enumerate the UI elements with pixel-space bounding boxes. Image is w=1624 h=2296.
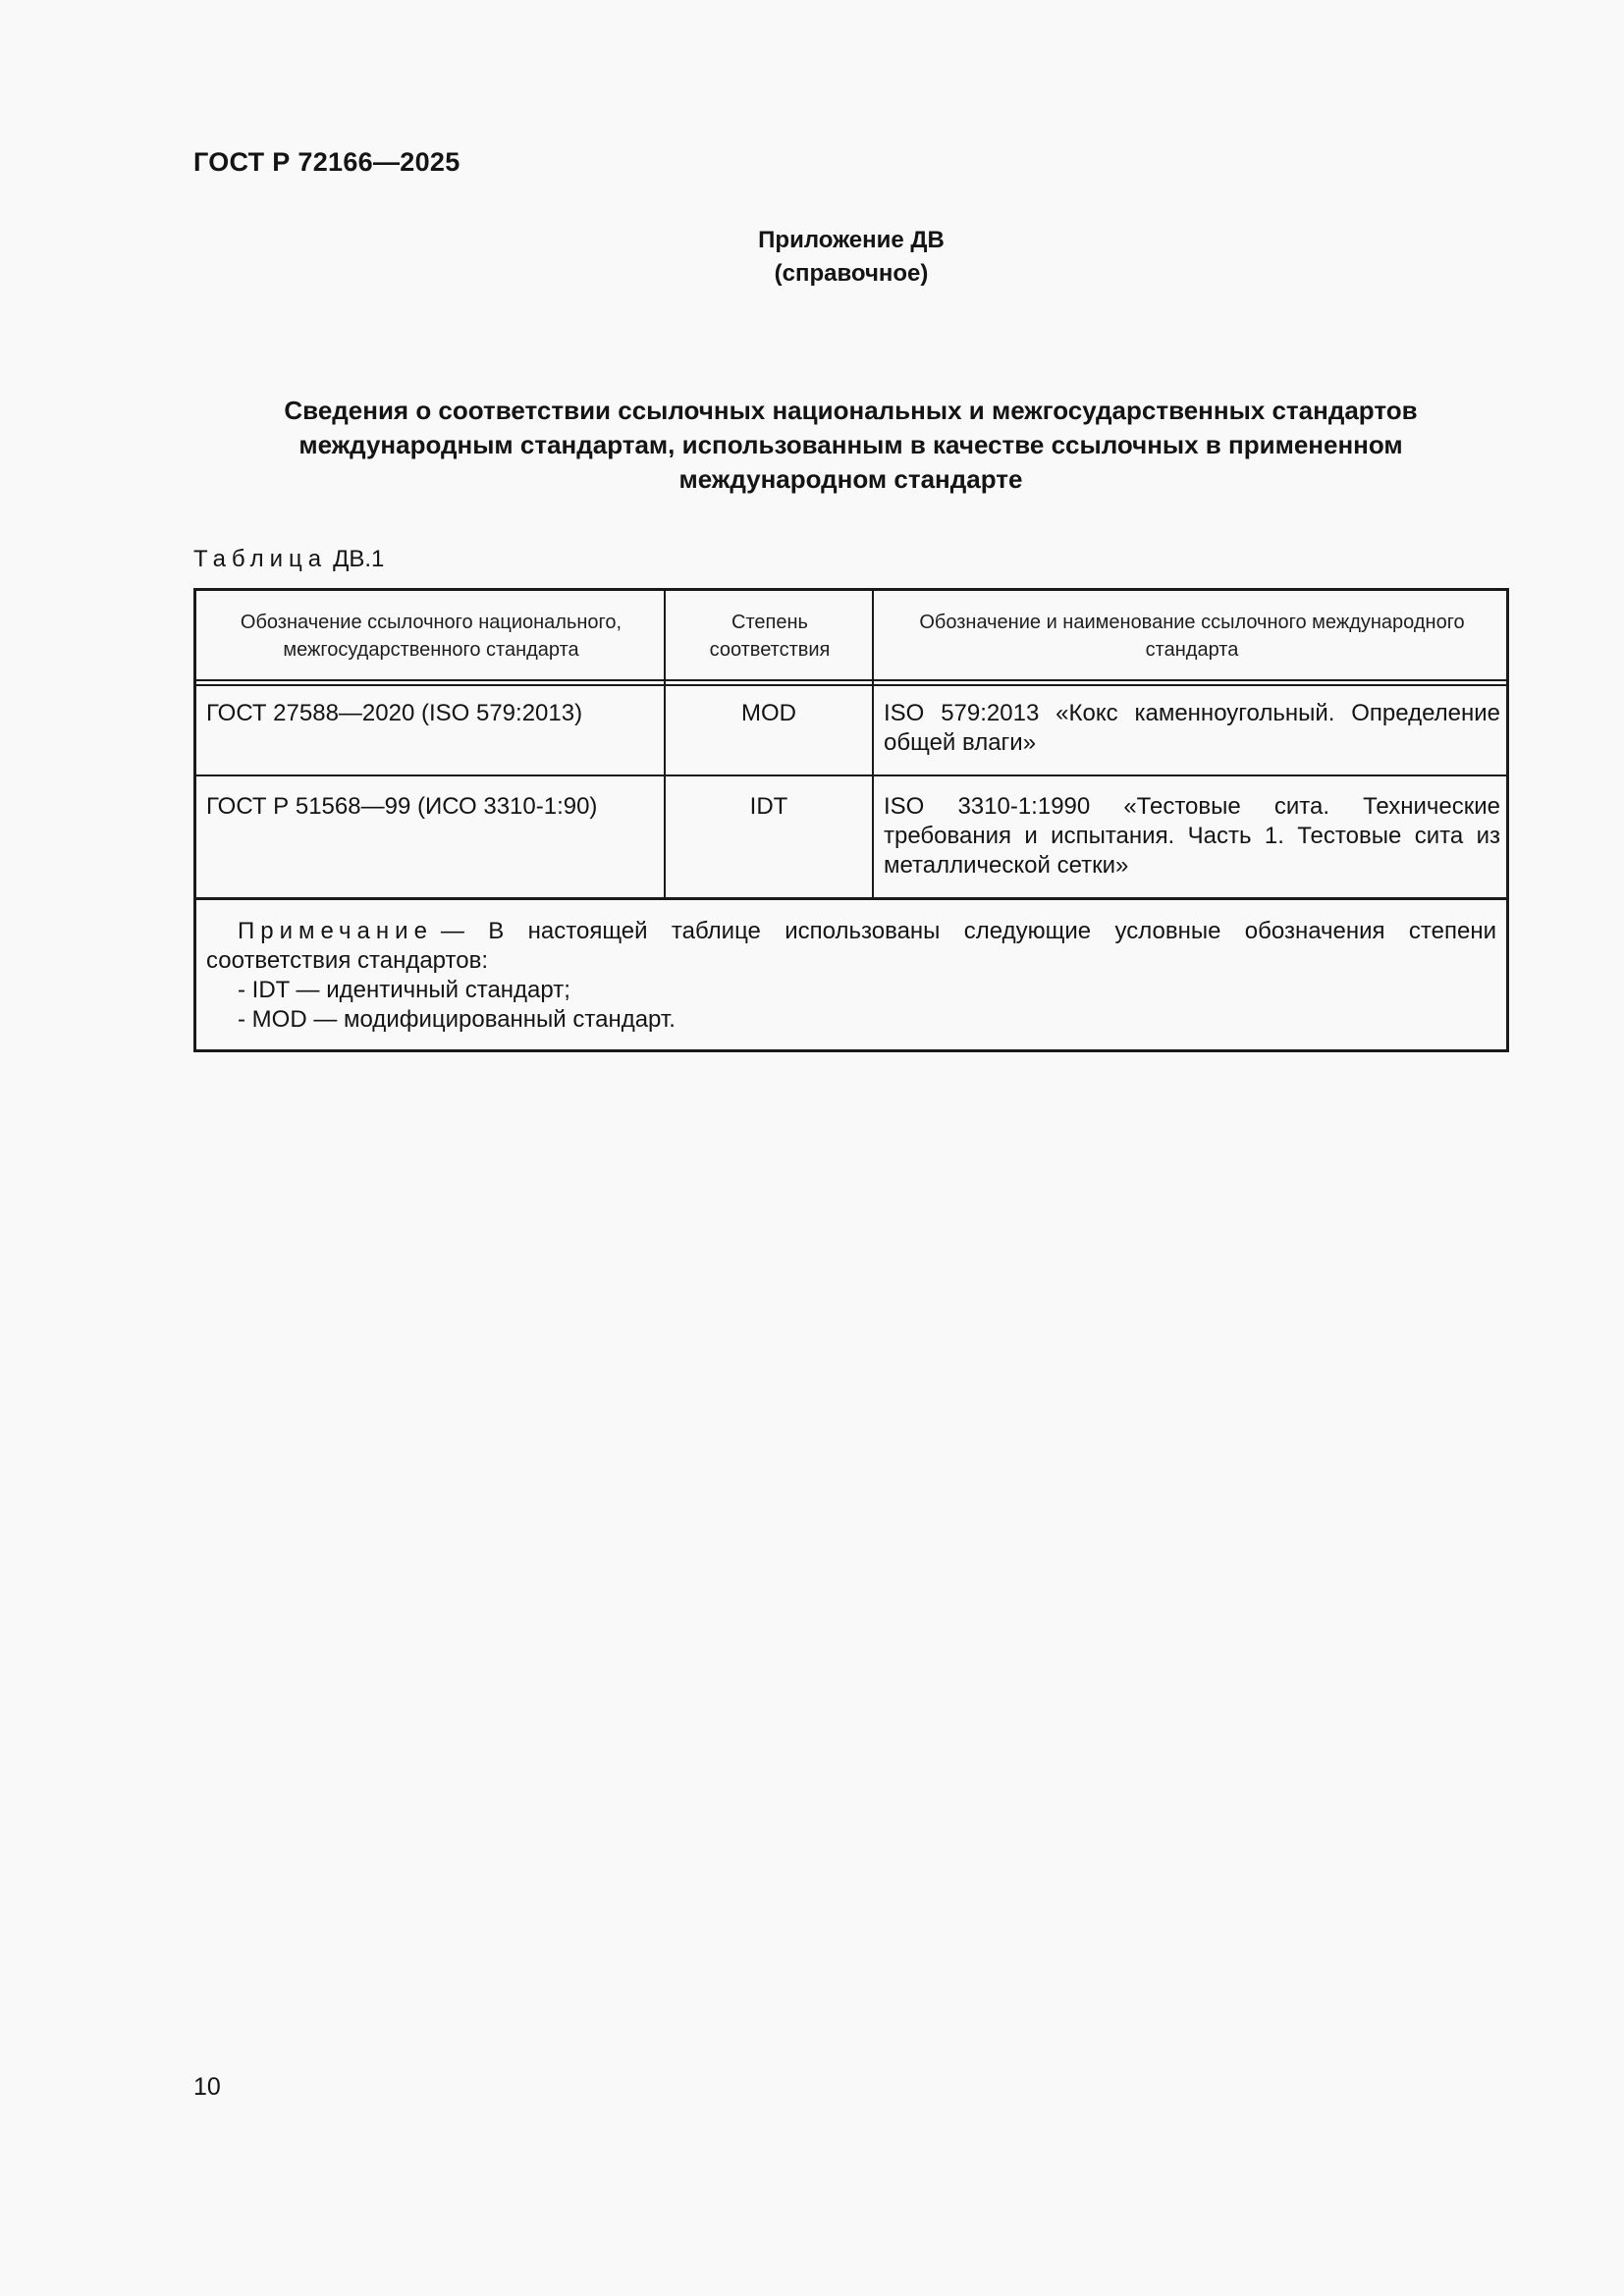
appendix-title: Приложение ДВ [758, 227, 945, 253]
note-list-item: - IDT — идентичный стандарт; [238, 977, 570, 1003]
note-text: — В настоящей таблице использованы следующие условные обозначения степени соответствия стандартов: [206, 918, 1496, 974]
column-divider [664, 591, 666, 899]
table-note [206, 917, 1496, 1035]
note-label: Примечание [238, 918, 433, 944]
row-divider [196, 774, 1506, 776]
note-divider [196, 897, 1506, 900]
column-header-degree: Степень соответствия [709, 612, 831, 661]
page-number: 10 [193, 2073, 221, 2101]
table-caption [193, 546, 384, 573]
table-caption-number: ДВ.1 [333, 546, 385, 572]
table-cell-degree: IDT [749, 793, 788, 820]
table-cell-international: ISO 3310-1:1990 «Тестовые сита. Технические требования и испытания. Часть 1. Тестовые сита из металлической сетки» [884, 793, 1500, 879]
header-divider [196, 684, 1506, 686]
table-cell-designation: ГОСТ 27588—2020 (ISO 579:2013) [206, 700, 583, 726]
note-list-item: - MOD — модифицированный стандарт. [238, 1006, 676, 1033]
table-caption-label: Таблица [193, 546, 328, 572]
table-cell-designation: ГОСТ Р 51568—99 (ИСО 3310-1:90) [206, 793, 598, 820]
column-divider [872, 591, 874, 899]
note-paragraph [206, 917, 1496, 976]
header-divider [196, 679, 1506, 681]
column-header-international: Обозначение и наименование ссылочного международного стандарта [919, 612, 1465, 661]
table-cell-degree: MOD [741, 700, 796, 726]
column-header-designation: Обозначение ссылочного национального, межгосударственного стандарта [240, 612, 623, 661]
table-cell-international: ISO 579:2013 «Кокс каменноугольный. Определение общей влаги» [884, 700, 1500, 756]
section-title: Сведения о соответствии ссылочных национальных и межгосударственных стандартов международным стандартам, использованным в качестве ссылочных в примененном международном стандарте [284, 396, 1418, 494]
reference-table [193, 588, 1509, 1052]
appendix-heading [0, 224, 1624, 291]
appendix-subtitle: (справочное) [774, 260, 929, 287]
document-code: ГОСТ Р 72166—2025 [193, 147, 460, 177]
